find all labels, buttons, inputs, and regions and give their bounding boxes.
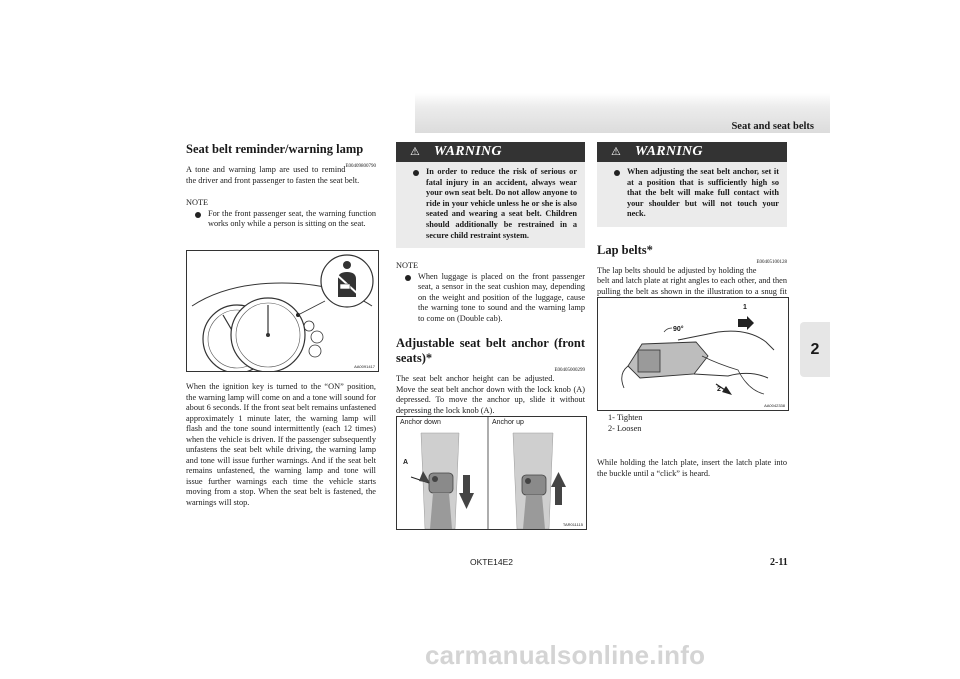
legend-item: 1- Tighten [608, 413, 643, 422]
column-1-body [186, 382, 376, 508]
anchor-figure [396, 416, 587, 530]
lap-belt-figure [597, 297, 789, 411]
warning-header [597, 142, 787, 162]
heading-code: E00409800790 [345, 164, 376, 169]
lap-belt-illustration [598, 298, 788, 410]
seatbelt-reminder-heading: Seat belt reminder/warning lamp [186, 142, 364, 156]
loosen-marker: 2 [717, 386, 721, 393]
column-2 [396, 142, 585, 416]
bullet-icon [195, 212, 201, 218]
figure-code: AA0042338 [764, 403, 785, 408]
heading-code: E00405100128 [756, 259, 787, 265]
column-3 [597, 142, 787, 308]
section-title: Seat and seat belts [731, 121, 814, 132]
anchor-down-label: Anchor down [400, 419, 441, 426]
figure-code: TAR011115 [562, 522, 583, 527]
bullet-icon [405, 275, 411, 281]
warning-box [597, 142, 787, 227]
heading-code: E00405000299 [554, 368, 585, 374]
bullet-icon [413, 170, 419, 176]
warning-header [396, 142, 585, 162]
warning-triangle-icon: ⚠ [611, 144, 621, 158]
column-1 [186, 142, 376, 230]
anchor-heading: Adjustable seat belt anchor (front seats)* [396, 336, 585, 366]
note-label: NOTE [186, 198, 209, 207]
note-item: When luggage is placed on the front passenger seat, a sensor in the seat cushion may, depending on the weight and position of the luggage, cause the warning tone to sound and the warning lamp to come on (Double cab). [396, 272, 585, 325]
legend-item: 2- Loosen [608, 423, 642, 433]
bullet-icon [614, 170, 620, 176]
lap-belts-heading: Lap belts* [597, 242, 653, 257]
intro-text: A tone and warning lamp are used to remind the driver and front passenger to fasten the seat belt. [186, 165, 360, 185]
instrument-cluster-illustration [187, 251, 378, 371]
chapter-tab: 2 [800, 322, 830, 377]
column-3-body-2 [597, 458, 787, 479]
figure-code: AA0091417 [354, 364, 375, 369]
warning-triangle-icon: ⚠ [410, 144, 420, 158]
lap-belt-legend [608, 413, 758, 434]
warning-title: WARNING [634, 143, 703, 159]
anchor-illustration [397, 417, 586, 529]
lap-belts-body-text: The lap belts should be adjusted by holding the belt and latch plate at right angles to each other, and then pulling the belt as shown in the illustration to a snug fit [597, 265, 787, 296]
watermark: carmanualsonline.info [425, 640, 706, 670]
lock-knob-label: A [403, 459, 409, 466]
anchor-up-label: Anchor up [492, 419, 524, 426]
warning-item: When adjusting the seat belt anchor, set it at a position that is sufficiently high so that the belt will make full contact with your shoulder but will not touch your neck. [605, 167, 779, 220]
warning-box [396, 142, 585, 248]
anchor-body-text: The seat belt anchor height can be adjusted. Move the seat belt anchor down with the lock knob (A) depressed. To move the anchor up, slide it without depressing the lock knob (A). [396, 374, 585, 415]
document-code: OKTE14E2 [470, 557, 513, 567]
page-number: 2-11 [770, 557, 788, 568]
warning-title: WARNING [433, 143, 502, 159]
instrument-cluster-figure [186, 250, 379, 372]
angle-label: 90° [673, 326, 684, 333]
reminder-body-text: When the ignition key is turned to the “ON” position, the warning lamp will come on and a tone will sound for about 6 seconds. If the front seat belt remains unfastened approximately 1 minute later, the warning lamp will flash and the tone sound intermittently (each 12 times) when the vehicle is driven. If the passenger subsequently unfastens the seat belt while driving, the warning lamp and tone will issue further warnings. And if the seat belt remains unfastened, the warning lamp and tone will issue further warnings each time the vehicle starts moving from a stop. When the seat belt is fastened, the warnings will stop. [186, 382, 376, 507]
warning-item: In order to reduce the risk of serious or fatal injury in an accident, always wear your own seat belt. Do not allow anyone to ride in your vehicle unless he or she is also seated and wearing a seat belt. Children should additionally be restrained in a secure child restraint system. [404, 167, 577, 241]
latch-instruction-text: While holding the latch plate, insert the latch plate into the buckle until a “click” is heard. [597, 458, 787, 478]
tighten-marker: 1 [743, 304, 747, 311]
note-item: For the front passenger seat, the warning function works only while a person is sitting on the seat. [186, 209, 376, 230]
note-label: NOTE [396, 261, 419, 271]
